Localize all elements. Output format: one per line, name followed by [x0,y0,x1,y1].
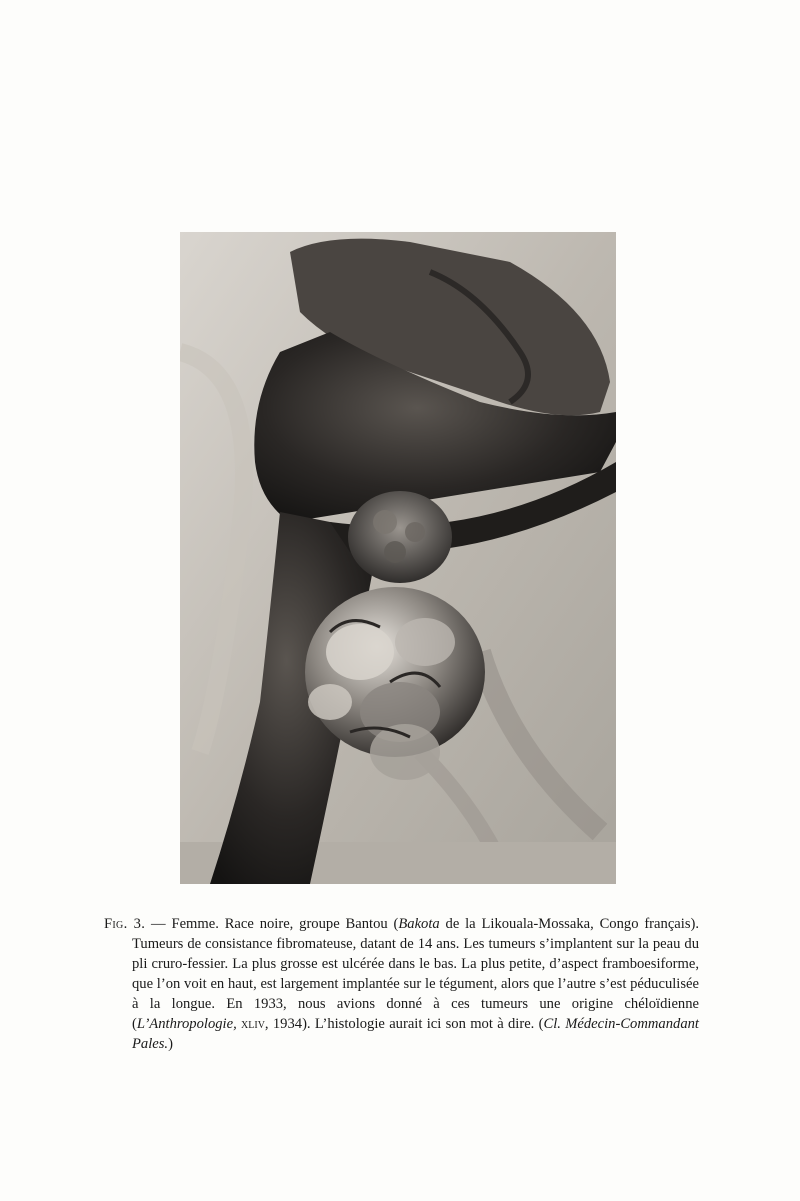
caption-italic-3: Cl. Médecin-Commandant Pales. [132,1016,699,1052]
caption-paragraph [104,914,699,1054]
caption-smallcaps-1: xliv, [236,1016,269,1032]
caption-text-4: ) [168,1036,173,1052]
figure-caption [104,914,699,1054]
figure-photograph [180,232,616,884]
caption-text-3: 1934). L’histologie aurait ici son mot à dire. ( [268,1016,544,1032]
figure-label: Fig. 3. [104,916,146,932]
caption-text-1: — Femme. Race noire, groupe Bantou ( [145,916,399,932]
caption-italic-1: Bakota [398,916,440,932]
caption-italic-2: L’Anthropologie, [136,1016,237,1032]
photograph-image [180,232,616,884]
caption-text-2: de la Likouala-Mossaka, Congo français). Tumeurs de consistance fibromateuse, datant de 14 ans. Les tumeurs s’implantent sur la peau du pli cruro-fessier. La plus grosse est ulcérée dans le bas. La plus petite, d’aspect framboesiforme, que l’on voit en haut, est largement implantée sur le tégument, alors que l’autre s’est péduculisée à la longue. En 1933, nous avions donné à ces tumeurs une origine chéloïdienne ( [132,916,700,1032]
